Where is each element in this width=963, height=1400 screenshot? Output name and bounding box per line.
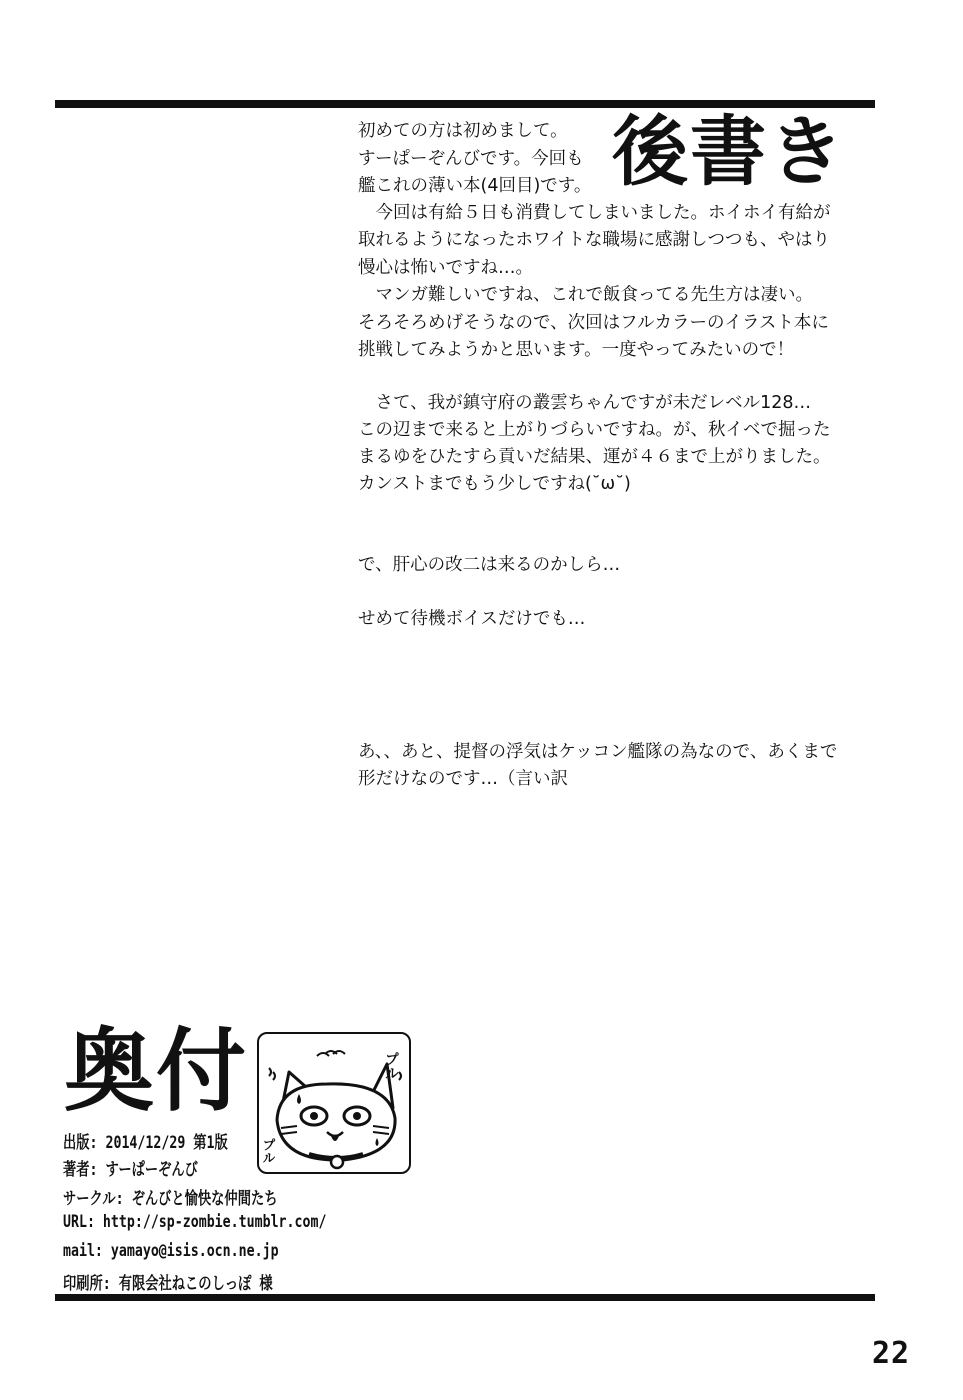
page-number: 22 — [872, 1336, 911, 1371]
afterword-line: せめて待機ボイスだけでも… — [358, 609, 586, 629]
colophon-printer: 印刷所: 有限会社ねこのしっぽ 様 — [63, 1274, 273, 1294]
colophon-publication: 出版: 2014/12/29 第1版 — [63, 1133, 228, 1153]
afterword-line: マンガ難しいですね、これで飯食ってる先生方は凄い。 — [358, 285, 813, 305]
afterword-line: あ、、あと、提督の浮気はケッコン艦隊の為なので、あくまで — [358, 742, 838, 762]
colophon-mail: mail: yamayo@isis.ocn.ne.jp — [63, 1241, 279, 1261]
afterword-line: カンストまでもう少しですね(˘ω˘) — [358, 474, 631, 494]
afterword-line: 形だけなのです…（言い訳 — [358, 769, 568, 789]
afterword-line: 挑戦してみようかと思います。一度やってみたいので！ — [358, 340, 795, 360]
colophon-heading: 奥付 — [64, 1019, 248, 1124]
afterword-line: 慢心は怖いですね…。 — [358, 258, 533, 278]
afterword-line: すーぱーぞんびです。今回も — [358, 149, 584, 169]
bottom-rule — [55, 1294, 875, 1301]
afterword-line: まるゆをひたすら貢いだ結果、運が４６まで上がりました。 — [358, 447, 831, 467]
afterword-line: で、肝心の改二は来るのかしら… — [358, 555, 621, 575]
afterword-line: そろそろめげそうなので、次回はフルカラーのイラスト本に — [358, 313, 829, 333]
afterword-line: 初めての方は初めまして。 — [358, 121, 568, 141]
colophon-author: 著者: すーぱーぞんび — [63, 1160, 198, 1180]
afterword-line: さて、我が鎮守府の叢雲ちゃんですが未だレベル128… — [358, 393, 812, 413]
colophon-circle: サークル: ぞんびと愉快な仲間たち — [63, 1189, 278, 1209]
afterword-line: この辺まで来ると上がりづらいですね。が、秋イベで掘った — [358, 420, 831, 440]
colophon-url: URL: http://sp-zombie.tumblr.com/ — [63, 1212, 327, 1232]
afterword-line: 今回は有給５日も消費してしまいました。ホイホイ有給が — [358, 203, 831, 223]
sfx-right-text: プル — [383, 1052, 399, 1080]
afterword-line: 艦これの薄い本(4回目)です。 — [358, 176, 592, 196]
afterword-heading: 後書き — [612, 107, 846, 196]
trembling-cat-icon — [257, 1032, 411, 1174]
sfx-left-text: プル — [259, 1138, 275, 1164]
afterword-line: 取れるようになったホワイトな職場に感謝しつつも、やはり — [358, 230, 830, 250]
